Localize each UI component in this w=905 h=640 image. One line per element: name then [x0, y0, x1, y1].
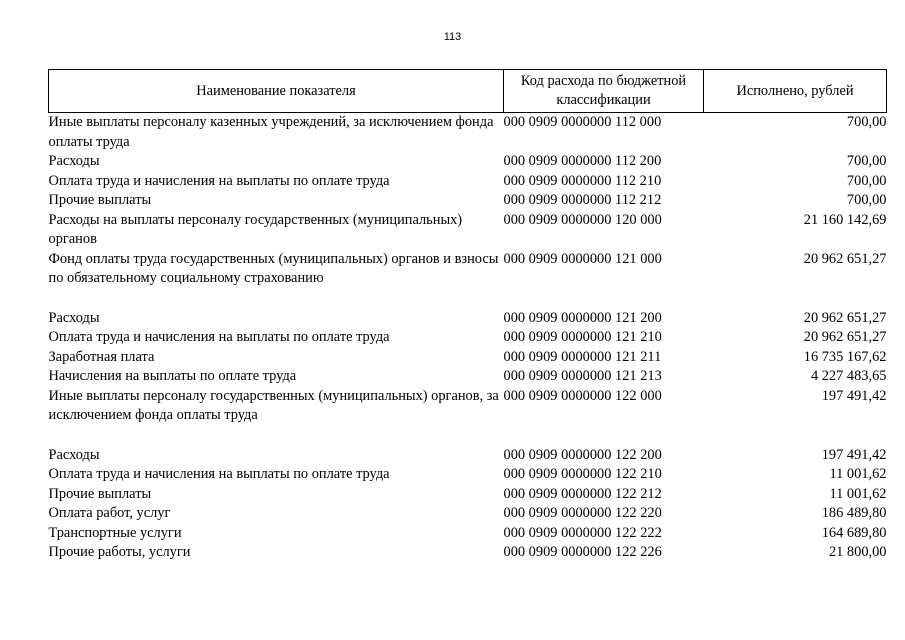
row-executed-amount: 4 227 483,65 [810, 368, 887, 384]
row-executed-amount: 21 160 142,69 [803, 211, 887, 228]
row-expense-code: 000 0909 0000000 122 210 [503, 466, 662, 482]
row-indicator-name: Оплата работ, услуг [48, 505, 171, 521]
row-indicator-name: Расходы на выплаты персоналу государственных (муниципальных) органов [48, 211, 463, 247]
row-indicator-name: Транспортные услуги [48, 524, 182, 541]
row-indicator-name: Расходы [48, 446, 100, 463]
table-row [49, 289, 887, 329]
row-expense-code: 000 0909 0000000 122 226 [503, 544, 662, 560]
row-expense-code: 000 0909 0000000 112 000 [503, 114, 662, 130]
table-row [49, 426, 887, 466]
page-number: 113 [443, 31, 462, 43]
row-executed-amount: 700,00 [846, 172, 887, 189]
row-expense-code: 000 0909 0000000 122 212 [503, 485, 662, 502]
row-executed-amount: 197 491,42 [821, 387, 887, 404]
header-indicator-name: Наименование показателя [49, 70, 504, 113]
table-row [49, 191, 887, 211]
row-indicator-name: Фонд оплаты труда государственных (муниципальных) органов и взносы по обязательному социальному страхованию [48, 250, 499, 286]
row-expense-code: 000 0909 0000000 122 200 [503, 446, 662, 463]
row-expense-code: 000 0909 0000000 120 000 [503, 211, 662, 228]
row-expense-code: 000 0909 0000000 122 220 [503, 505, 662, 521]
row-executed-amount: 21 800,00 [828, 544, 887, 560]
table-row [49, 367, 887, 387]
row-indicator-name: Иные выплаты персоналу казенных учреждений, за исключением фонда оплаты труда [48, 114, 494, 150]
table-row [49, 113, 887, 153]
table-body [49, 113, 887, 563]
row-expense-code: 000 0909 0000000 121 210 [503, 329, 662, 345]
row-executed-amount: 16 735 167,62 [803, 348, 887, 365]
row-executed-amount: 700,00 [846, 114, 887, 130]
row-executed-amount: 20 962 651,27 [803, 329, 887, 345]
header-executed-amount: Исполнено, рублей [704, 70, 887, 113]
table-header-row [49, 70, 887, 113]
row-indicator-name: Оплата труда и начисления на выплаты по оплате труда [48, 172, 390, 189]
row-executed-amount: 700,00 [846, 153, 887, 169]
row-expense-code: 000 0909 0000000 112 212 [503, 192, 662, 208]
row-indicator-name: Заработная плата [48, 348, 155, 365]
row-indicator-name: Иные выплаты персоналу государственных (муниципальных) органов, за исключением фонда оплаты труда [48, 387, 499, 423]
table-row [49, 485, 887, 505]
row-indicator-name: Оплата труда и начисления на выплаты по оплате труда [48, 329, 390, 345]
table-row [49, 524, 887, 544]
budget-execution-table [48, 69, 887, 563]
table-row [49, 348, 887, 368]
row-executed-amount: 11 001,62 [829, 466, 887, 482]
row-indicator-name: Оплата труда и начисления на выплаты по оплате труда [48, 466, 390, 482]
table-row [49, 172, 887, 192]
row-indicator-name: Прочие выплаты [48, 485, 152, 502]
row-executed-amount: 20 962 651,27 [803, 250, 887, 267]
row-expense-code: 000 0909 0000000 121 213 [503, 368, 662, 384]
row-indicator-name: Прочие выплаты [48, 192, 152, 208]
table-row [49, 250, 887, 289]
row-executed-amount: 164 689,80 [821, 524, 887, 541]
row-indicator-name: Расходы [48, 309, 100, 326]
row-expense-code: 000 0909 0000000 112 210 [503, 172, 662, 189]
table-row [49, 211, 887, 250]
row-expense-code: 000 0909 0000000 121 211 [503, 348, 662, 365]
row-expense-code: 000 0909 0000000 122 222 [503, 524, 662, 541]
row-indicator-name: Прочие работы, услуги [48, 544, 191, 560]
row-executed-amount: 197 491,42 [821, 446, 887, 463]
row-expense-code: 000 0909 0000000 122 000 [503, 387, 662, 404]
row-executed-amount: 11 001,62 [829, 485, 887, 502]
row-expense-code: 000 0909 0000000 121 000 [503, 250, 662, 267]
row-expense-code: 000 0909 0000000 112 200 [503, 153, 662, 169]
table-row [49, 152, 887, 172]
row-expense-code: 000 0909 0000000 121 200 [503, 309, 662, 326]
row-executed-amount: 186 489,80 [821, 505, 887, 521]
table-row [49, 465, 887, 485]
header-expense-code: Код расхода по бюджетной классификации [504, 70, 704, 113]
table-row [49, 543, 887, 563]
row-executed-amount: 700,00 [846, 192, 887, 208]
table-row [49, 328, 887, 348]
row-indicator-name: Расходы [48, 153, 100, 169]
row-indicator-name: Начисления на выплаты по оплате труда [48, 368, 297, 384]
table-row [49, 387, 887, 426]
table-row [49, 504, 887, 524]
row-executed-amount: 20 962 651,27 [803, 309, 887, 326]
